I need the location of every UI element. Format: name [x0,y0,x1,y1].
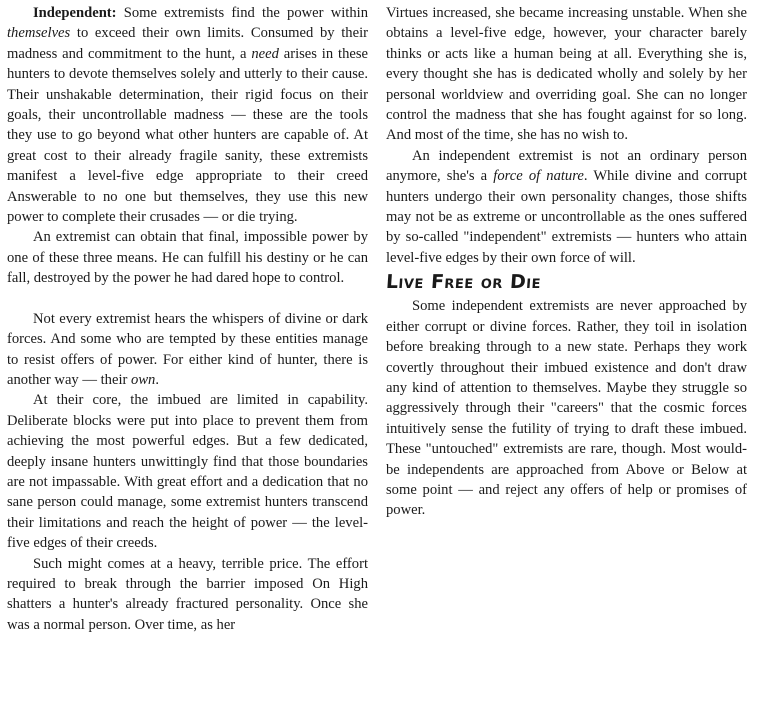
independent-text-3: arises in these hunters to devote themselves solely and utterly to their cause. Their unshakable determination, their rigid focus on their goals, their uncontrollable madness — these are the tools they use to go beyond what other hunters are capable of. At great cost to their already fragile sanity, these extremists manifest a level-five edge appropriate to their creed Answerable to no one but themselves, they use this new power to complete their crusades — or die trying. [7,45,368,226]
independent-text-2: to exceed their own limits. Consumed by their madness and commitment to the hunt, a [7,25,368,62]
para2-text-2: . While divine and corrupt hunters undergo their own personality changes, those shifts may not be as extreme or uncontrollable as the ones suffered by so-called "independent" extremists — hunters who attain level-five edges by their own force of will. [386,168,748,266]
independent-text-1: Some extremists find the power within [116,5,368,21]
force-of-nature-paragraph [386,146,747,268]
para3-text-2: . [155,371,159,388]
independent-runin-heading: Independent: [33,5,117,21]
right-column [386,3,747,521]
not-every-extremist-paragraph [7,309,368,391]
untouched-extremists-paragraph: Some independent extremists are never approached by either corrupt or divine forces. Rather, they toil in isolation before breaking through to a new state. Perhaps they work covertly throughout their imbued existence and don't draw any kind of attention to themselves. Maybe they struggle so aggressively through their "careers" that the cosmic forces intuitively sense the futility of trying to draft these imbued. These "untouched" extremists are rare, though. Most would-be independents are approached from Above or Below at some point — and reject any offers of help or promises of power. [386,298,747,519]
imbued-core-paragraph: At their core, the imbued are limited in capability. Deliberate blocks were put into place to prevent them from achieving the most powerful edges. But a few dedicated, deeply insane hunters unwittingly find that those boundaries are not impassable. With great effort and a dedication that no sane person could manage, some extremist hunters transcend their limitations and reach the height of power — the level-five edges of their creeds. [7,392,368,552]
independent-paragraph [7,3,368,227]
para2-text-1: An independent extremist is not an ordinary person anymore, she's a [386,147,747,185]
such-might-paragraph: Such might comes at a heavy, terrible price. The effort required to break through the barrier imposed On High shatters a hunter's already fractured personality. Once she was a normal person. Over time, as her [7,555,368,633]
left-column [7,3,368,635]
paragraph-gap [7,289,368,309]
independent-italic-2: need [251,45,279,62]
section-heading: Live Free or Die [385,271,542,294]
para2-italic-1: force of nature [493,168,584,185]
para3-italic-1: own [131,371,156,388]
extremist-means-paragraph: An extremist can obtain that final, impossible power by one of these three means. He can fulfill his destiny or he can fall, destroyed by the power he had dared hope to control. [7,229,368,287]
virtues-paragraph: Virtues increased, she became increasing unstable. When she obtains a level-five edge, however, your character barely thinks or acts like a human being at all. Everything she is, every thought she has is dedicated wholly and solely by her personal worldview and overriding goal. She can no longer control the madness that she has fought against for so long. And most of the time, she has no wish to. [386,5,747,144]
para3-text-1: Not every extremist hears the whispers of divine or dark forces. And some who are tempted by these entities manage to resist offers of power. For either kind of hunter, there is another way — their [7,310,368,388]
independent-italic-1: themselves [7,25,71,42]
